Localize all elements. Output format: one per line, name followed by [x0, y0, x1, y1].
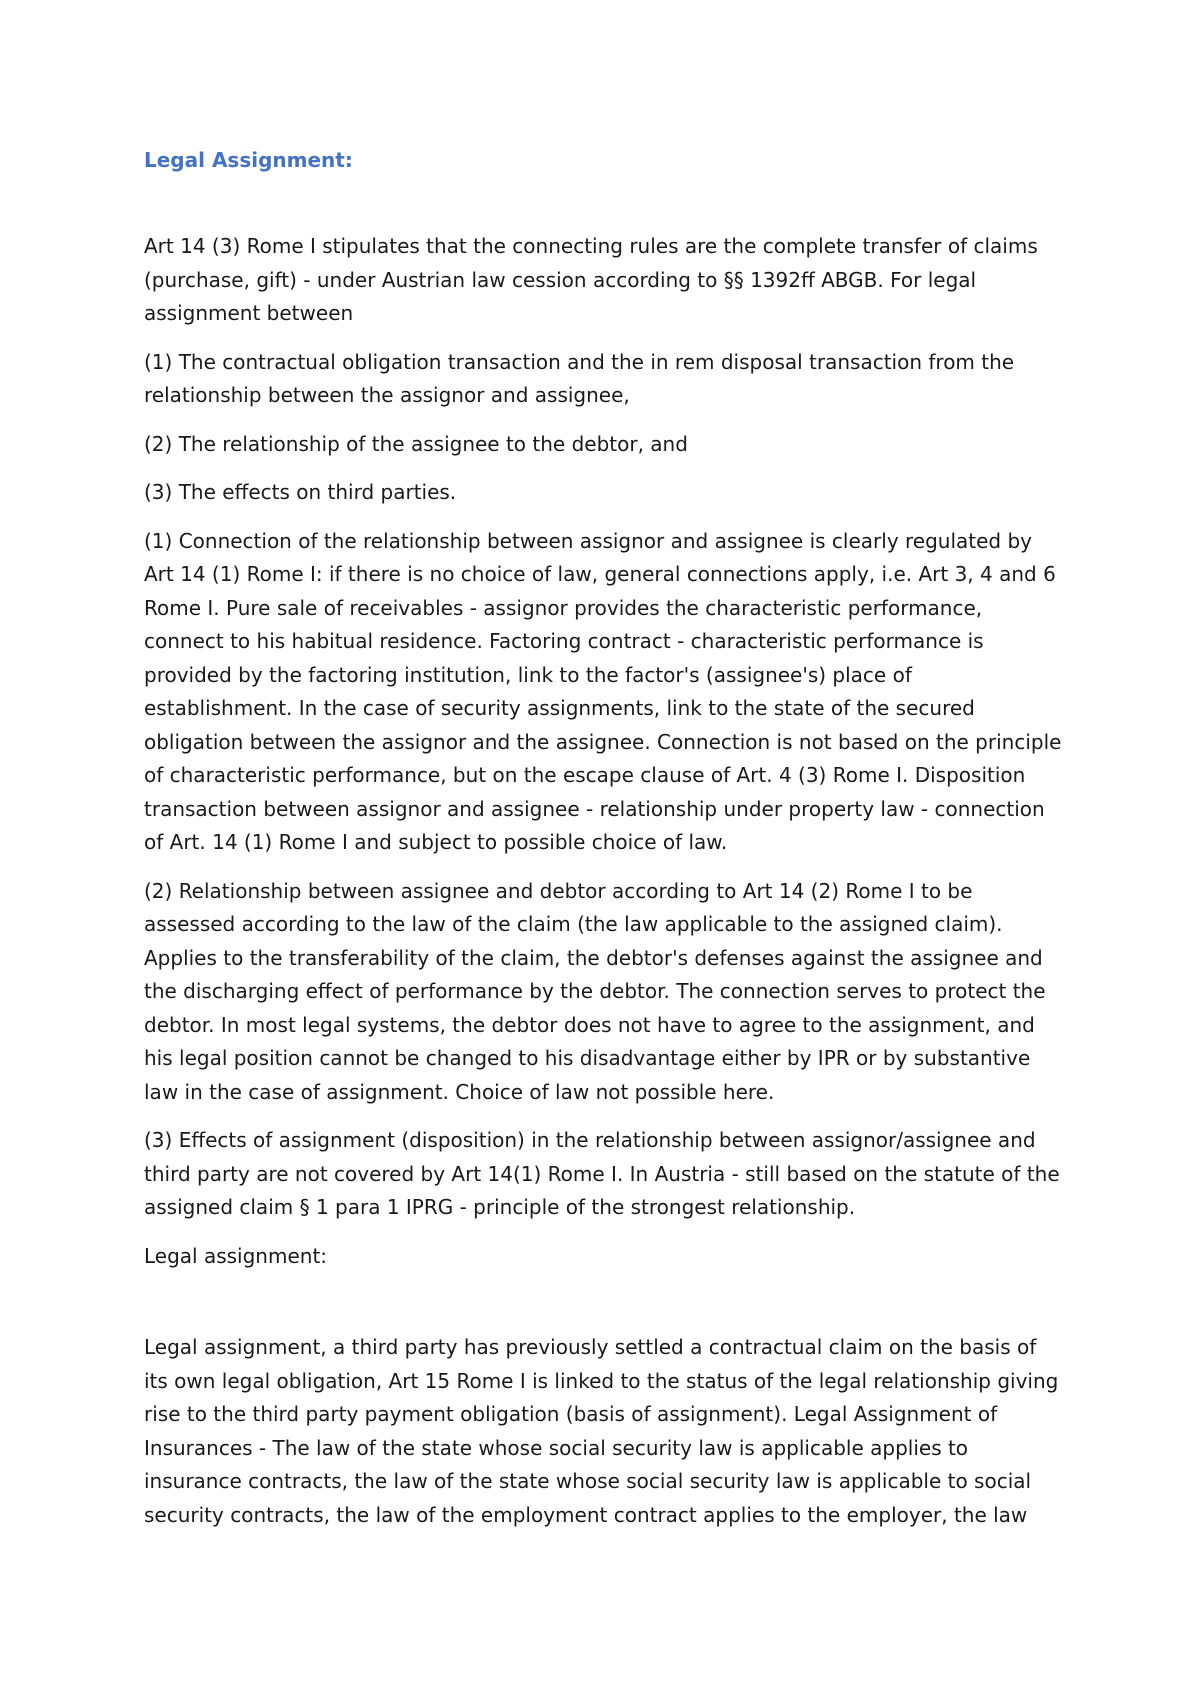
paragraph-detail-2: (2) Relationship between assignee and debtor according to Art 14 (2) Rome I to be assessed according to the law of the claim (the law applicable to the assigned claim). Applies to the transferability of the claim, the debtor's defenses against the assignee and the discharging effect of performance by the debtor. The connection serves to protect the debtor. In most legal systems, the debtor does not have to agree to the assignment, and his legal position cannot be changed to his disadvantage either by IPR or by substantive law in the case of assignment. Choice of law not possible here.	[144, 878, 1046, 1104]
paragraph-list-item-1: (1) The contractual obligation transaction and the in rem disposal transaction from the relationship between the assignor and assignee,	[144, 349, 1015, 407]
paragraph-list-item-2: (2) The relationship of the assignee to the debtor, and	[144, 431, 688, 456]
paragraph-intro: Art 14 (3) Rome I stipulates that the connecting rules are the complete transfer of claims (purchase, gift) - under Austrian law cession according to §§ 1392ff ABGB. For legal assignment between	[144, 234, 1038, 325]
paragraph-detail-3: (3) Effects of assignment (disposition) in the relationship between assignor/assignee and third party are not covered by Art 14(1) Rome I. In Austria - still based on the statute of the assigned claim § 1 para 1 IPRG - principle of the strongest relationship.	[144, 1128, 1060, 1219]
document-body	[144, 146, 1064, 1547]
paragraph-detail-1: (1) Connection of the relationship between assignor and assignee is clearly regulated by Art 14 (1) Rome I: if there is no choice of law, general connections apply, i.e. Art 3, 4 and 6 Rome I. Pure sale of receivables - assignor provides the characteristic performance, connect to his habitual residence. Factoring contract - characteristic performance is provided by the factoring institution, link to the factor's (assignee's) place of establishment. In the case of security assignments, link to the state of the secured obligation between the assignor and the assignee. Connection is not based on the principle of characteristic performance, but on the escape clause of Art. 4 (3) Rome I. Disposition transaction between assignor and assignee - relationship under property law - connection of Art. 14 (1) Rome I and subject to possible choice of law.	[144, 528, 1062, 854]
paragraph-legal-assignment: Legal assignment, a third party has previously settled a contractual claim on the basis of its own legal obligation, Art 15 Rome I is linked to the status of the legal relationship giving rise to the third party payment obligation (basis of assignment). Legal Assignment of Insurances - The law of the state whose social security law is applicable applies to insurance contracts, the law of the state whose social security law is applicable to social security contracts, the law of the employment contract applies to the employer, the law	[144, 1335, 1059, 1527]
subheading-legal-assignment: Legal assignment:	[144, 1243, 328, 1268]
paragraph-list-item-3: (3) The effects on third parties.	[144, 480, 457, 504]
section-heading: Legal Assignment:	[144, 148, 353, 172]
